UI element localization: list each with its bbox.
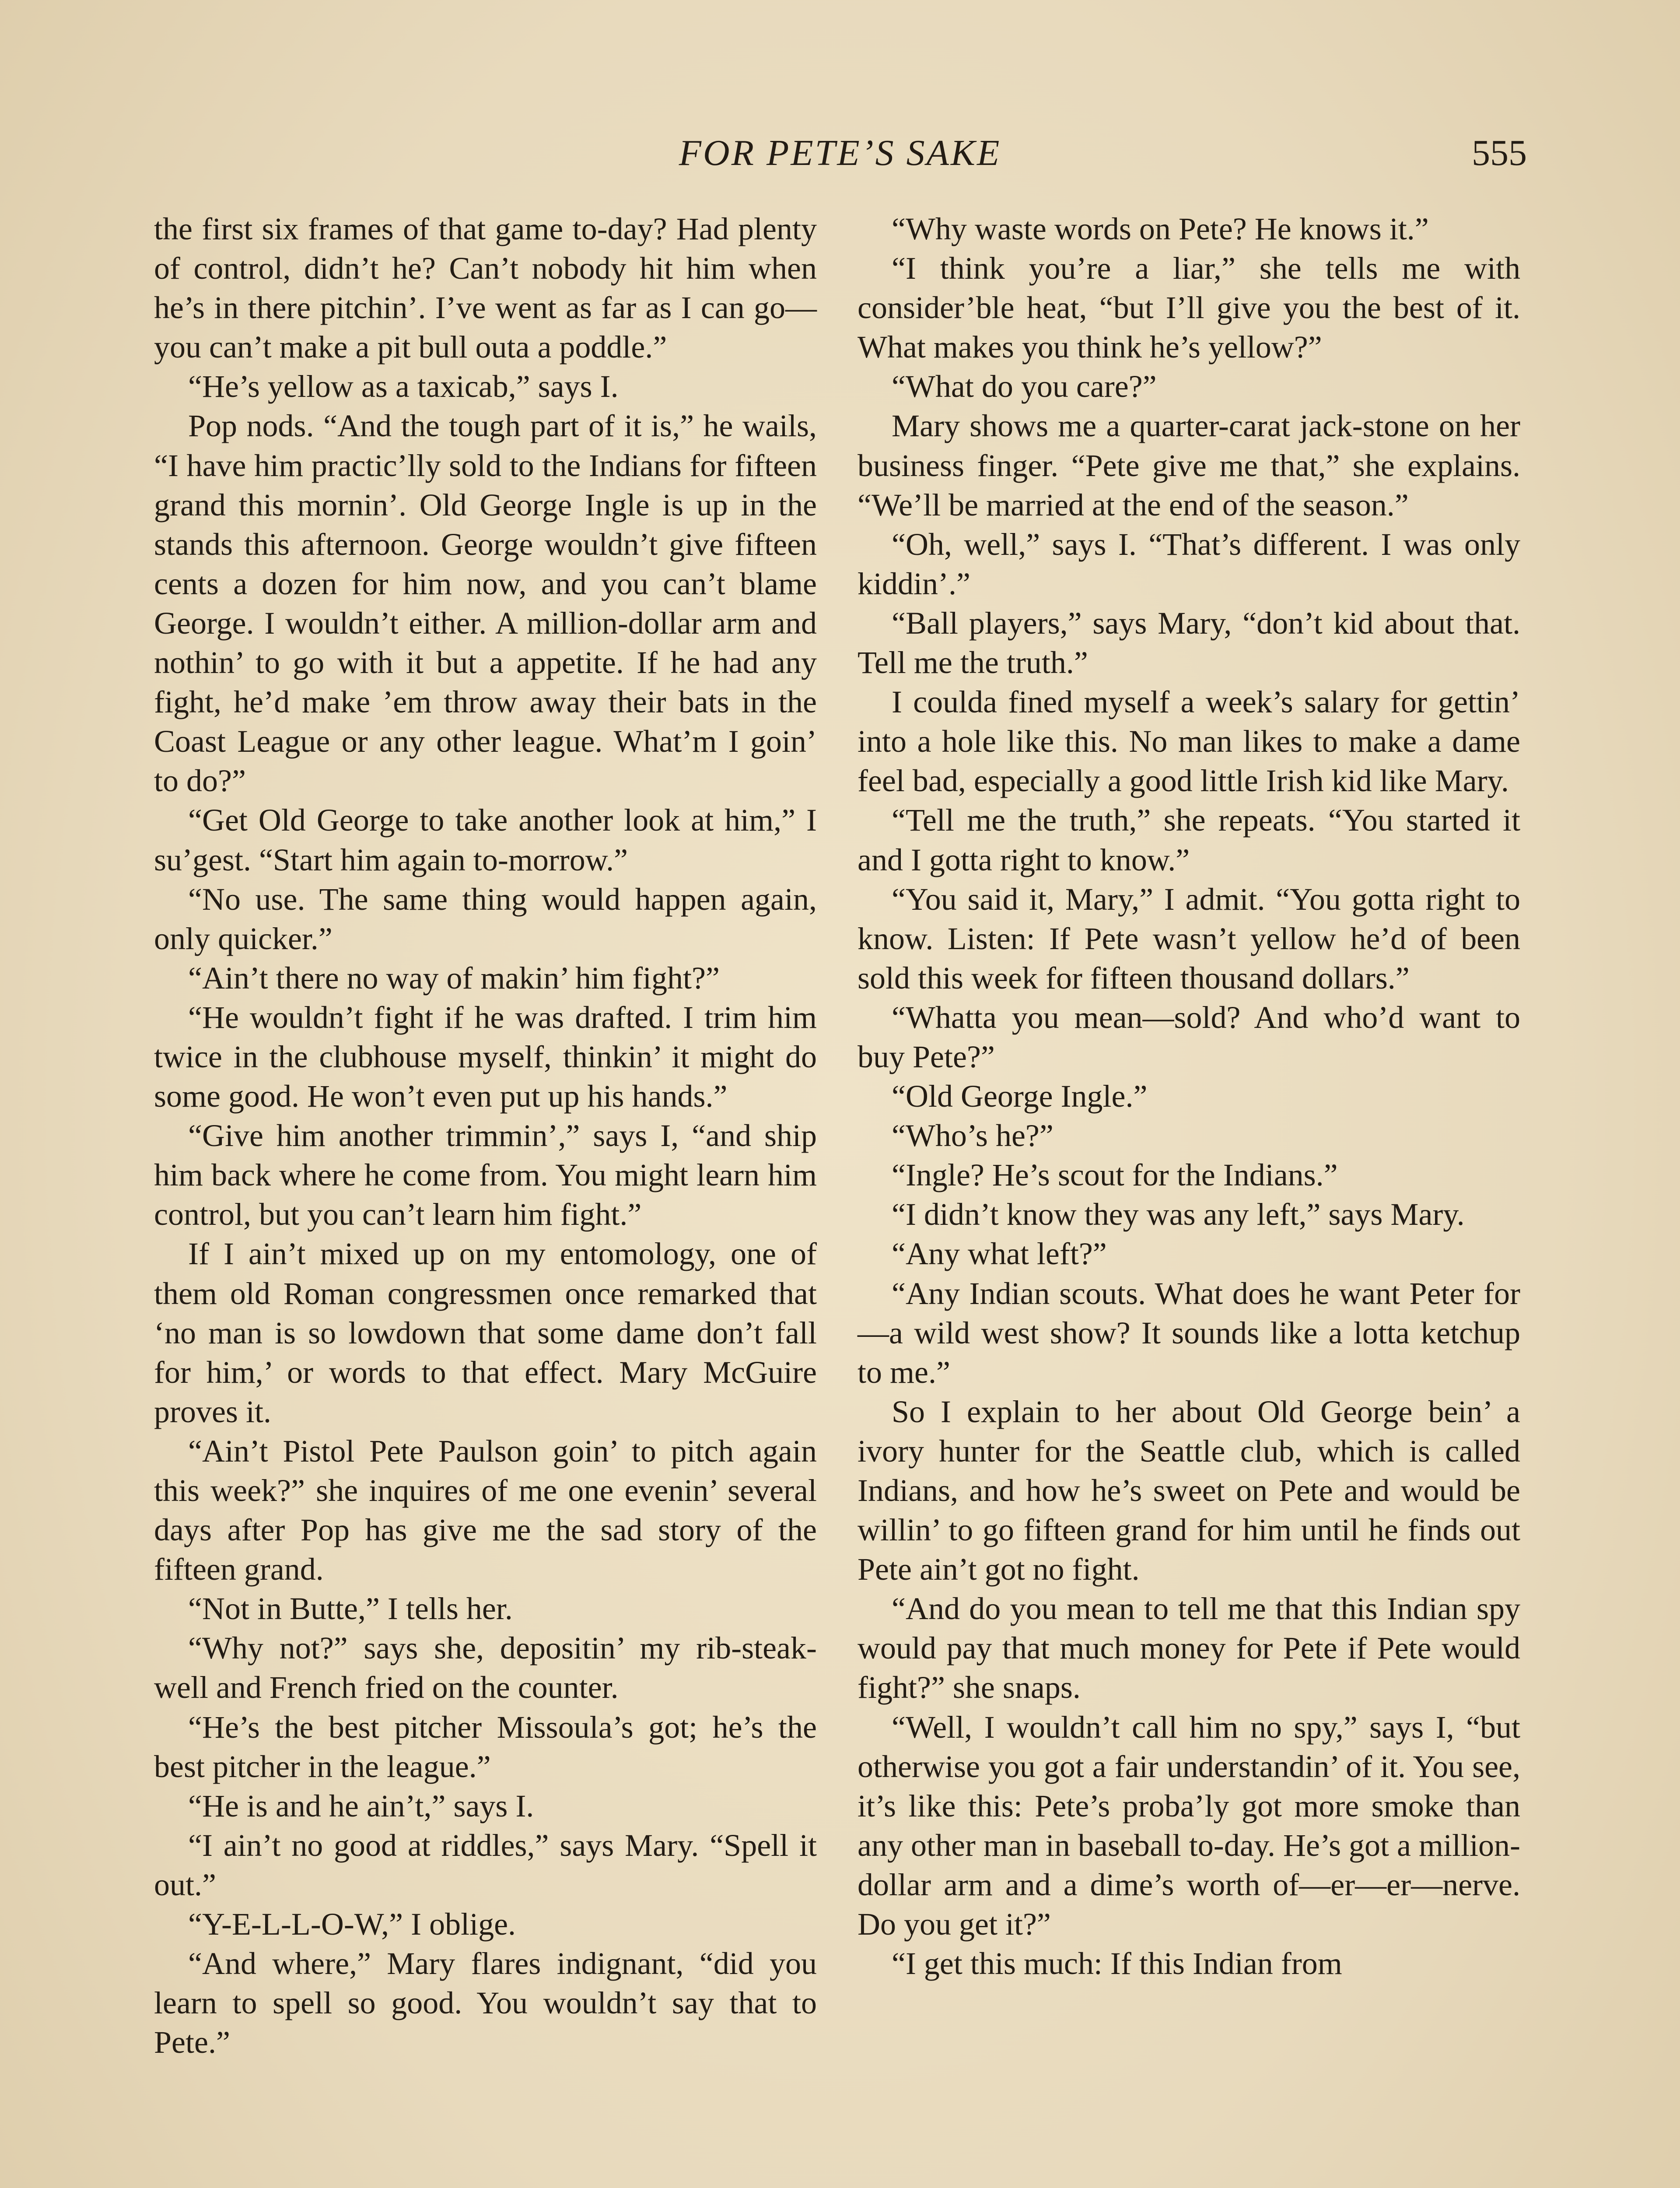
paragraph: Mary shows me a quarter-carat jack-stone on her business finger. “Pete give me that,” she explains. “We’ll be married at the end of the season.” <box>858 408 1520 522</box>
paragraph: “And where,” Mary flares indignant, “did you learn to spell so good. You wouldn’t say that to Pete.” <box>154 1946 817 2060</box>
paragraph: “Who’s he?” <box>892 1118 1054 1154</box>
running-title: FOR PETE’S SAKE <box>679 133 1001 173</box>
paragraph: “Why waste words on Pete? He knows it.” <box>892 211 1429 246</box>
paragraph: “Not in Butte,” I tells her. <box>188 1591 513 1627</box>
paragraph: “Give him another trimmin’,” says I, “and ship him back where he come from. You might learn him control, but you can’t learn him fight.” <box>154 1118 817 1232</box>
paragraph: “Y-E-L-L-O-W,” I oblige. <box>188 1907 516 1942</box>
paragraph: “Oh, well,” says I. “That’s different. I was only kiddin’.” <box>858 526 1520 601</box>
paragraph: “I get this much: If this Indian from <box>892 1946 1342 1981</box>
left-column <box>154 209 817 2062</box>
paragraph: “Ball players,” says Mary, “don’t kid about that. Tell me the truth.” <box>858 605 1520 680</box>
paragraph: “Why not?” says she, depositin’ my rib-steak-well and French fried on the counter. <box>154 1630 817 1705</box>
paragraph: “Ingle? He’s scout for the Indians.” <box>892 1157 1338 1193</box>
paragraph: “And do you mean to tell me that this Indian spy would pay that much money for Pete if Pete would fight?” she snaps. <box>858 1591 1520 1705</box>
paragraph: “He is and he ain’t,” says I. <box>188 1788 534 1823</box>
paragraph: “He’s the best pitcher Missoula’s got; he’s the best pitcher in the league.” <box>154 1709 817 1784</box>
paragraph: “I ain’t no good at riddles,” says Mary. “Spell it out.” <box>154 1827 817 1902</box>
paragraph: “Well, I wouldn’t call him no spy,” says I, “but otherwise you got a fair understandin’ of it. You see, it’s like this: Pete’s proba’ly got more smoke than any other man in baseball to-day. He’s got a million-dollar arm and a dime’s worth of—er—er—nerve. Do you get it?” <box>858 1709 1520 1942</box>
paragraph: “What do you care?” <box>892 369 1157 404</box>
paragraph: “Any what left?” <box>892 1236 1107 1272</box>
paragraph: “He wouldn’t fight if he was drafted. I trim him twice in the clubhouse myself, thinkin’ it might do some good. He won’t even put up his hands.” <box>154 999 817 1114</box>
paragraph: “I think you’re a liar,” she tells me with consider’ble heat, “but I’ll give you the best of it. What makes you think he’s yellow?” <box>858 251 1520 365</box>
paragraph: If I ain’t mixed up on my entomology, one of them old Roman congressmen once remarked that ‘no man is so lowdown that some dame don’t fall for him,’ or words to that effect. Mary McGuire proves it. <box>154 1236 817 1429</box>
paragraph: “Ain’t Pistol Pete Paulson goin’ to pitch again this week?” she inquires of me one evenin’ several days after Pop has give me the sad story of the fifteen grand. <box>154 1433 817 1587</box>
paragraph: Pop nods. “And the tough part of it is,” he wails, “I have him practic’lly sold to the Indians for fifteen grand this mornin’. Old George Ingle is up in the stands this afternoon. George wouldn’t give fifteen cents a dozen for him now, and you can’t blame George. I wouldn’t either. A million-dollar arm and nothin’ to go with it but a appetite. If he had any fight, he’d make ’em throw away their bats in the Coast League or any other league. What’m I goin’ to do?” <box>154 408 817 799</box>
running-head <box>153 129 1527 177</box>
paragraph: “He’s yellow as a taxicab,” says I. <box>188 369 619 404</box>
paragraph: “I didn’t know they was any left,” says Mary. <box>892 1197 1465 1232</box>
right-column <box>858 209 1520 1983</box>
paragraph: So I explain to her about Old George bein’ a ivory hunter for the Seattle club, which is called Indians, and how he’s sweet on Pete and would be willin’ to go fifteen grand for him until he finds out Pete ain’t got no fight. <box>858 1394 1520 1587</box>
paragraph: “Ain’t there no way of makin’ him fight?” <box>188 960 720 996</box>
paragraph: “Whatta you mean—sold? And who’d want to buy Pete?” <box>858 999 1520 1074</box>
paragraph: “You said it, Mary,” I admit. “You gotta right to know. Listen: If Pete wasn’t yellow he’d of been sold this week for fifteen thousand dollars.” <box>858 881 1520 996</box>
paragraph: I coulda fined myself a week’s salary for gettin’ into a hole like this. No man likes to make a dame feel bad, especially a good little Irish kid like Mary. <box>858 684 1520 799</box>
paragraph: “No use. The same thing would happen again, only quicker.” <box>154 881 817 956</box>
paragraph: the first six frames of that game to-day? Had plenty of control, didn’t he? Can’t nobody hit him when he’s in there pitchin’. I’ve went as far as I can go—you can’t make a pit bull outa a poddle.” <box>154 211 817 365</box>
paragraph: “Old George Ingle.” <box>892 1079 1148 1114</box>
paragraph: “Get Old George to take another look at him,” I su’gest. “Start him again to-morrow.” <box>154 803 817 877</box>
page-number: 555 <box>1472 133 1527 173</box>
paragraph: “Tell me the truth,” she repeats. “You started it and I gotta right to know.” <box>858 803 1520 877</box>
paragraph: “Any Indian scouts. What does he want Peter for—a wild west show? It sounds like a lotta ketchup to me.” <box>858 1276 1520 1390</box>
